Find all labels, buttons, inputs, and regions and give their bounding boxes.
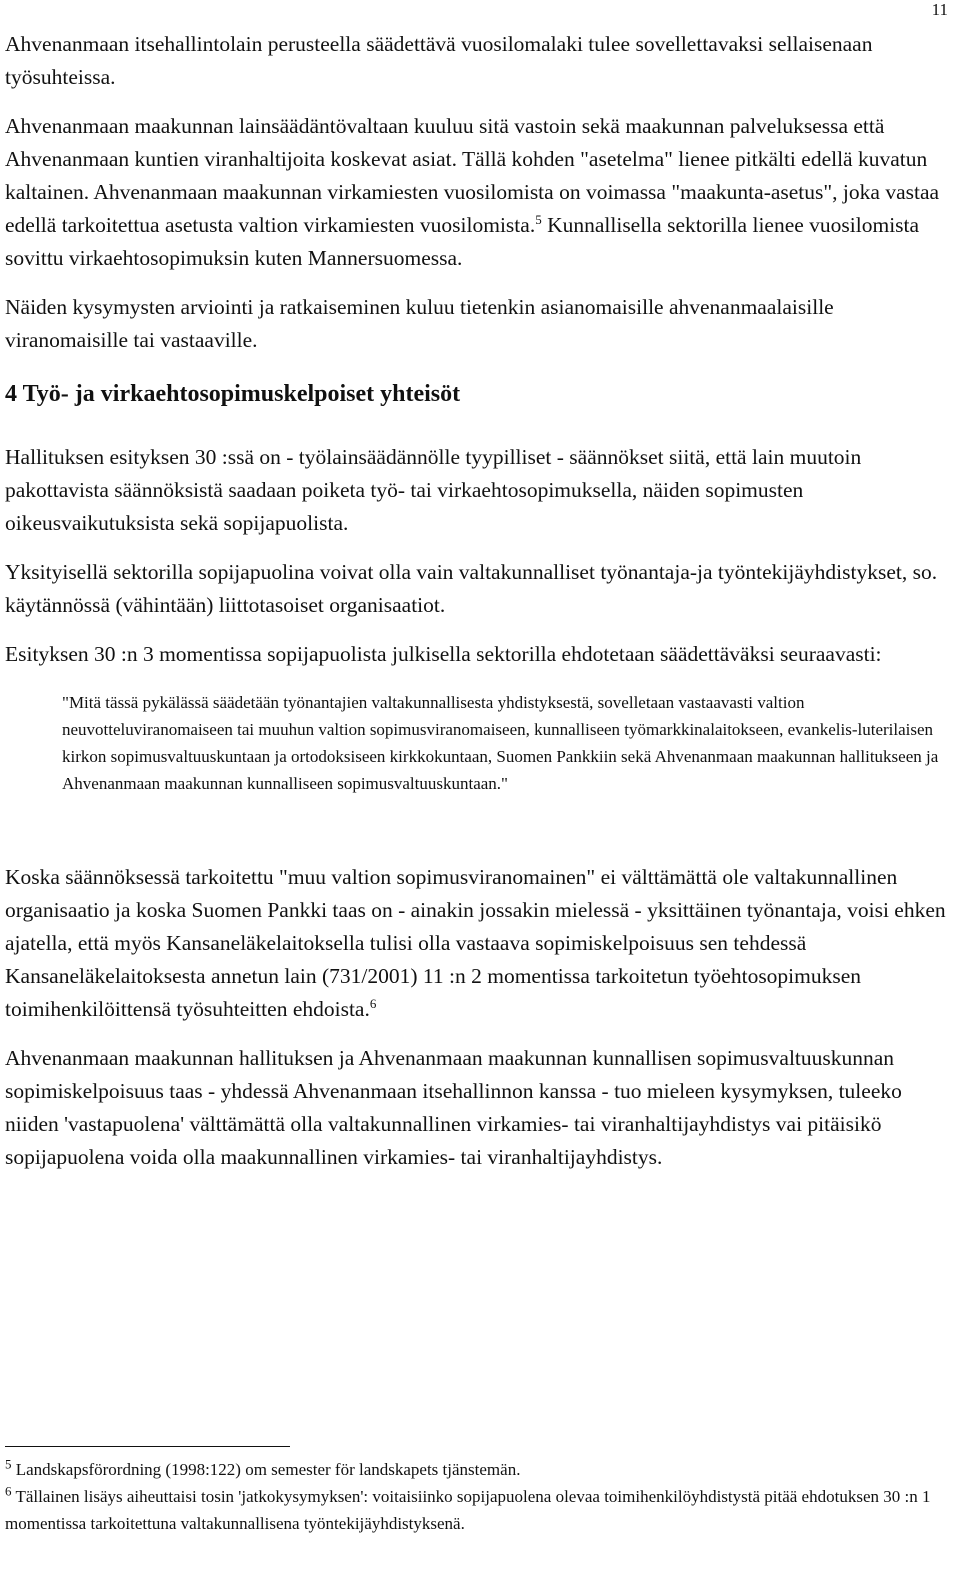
footnote-number: 6 xyxy=(5,1483,12,1499)
footnote-ref-6[interactable]: 6 xyxy=(369,995,377,1011)
page-number: 11 xyxy=(931,0,948,19)
footnote-6 xyxy=(5,1483,950,1537)
footnote-divider xyxy=(5,1446,290,1447)
block-quote: "Mitä tässä pykälässä säädetään työnantajien valtakunnallisesta yhdistyksestä, sovelletaan vastaavasti valtion neuvotteluviranomaiseen tai muuhun valtion sopimusviranomaiseen, kunnalliseen työmarkkinalaitokseen, evankelis-luterilaisen kirkon sopimusvaltuuskuntaan ja ortodoksiseen kirkkokuntaan, Suomen Pankkiin sekä Ahvenanmaan maakunnan hallitukseen ja Ahvenanmaan maakunnan kunnalliseen sopimusvaltuuskuntaan." xyxy=(62,693,939,793)
footnote-ref-5[interactable]: 5 xyxy=(535,211,542,227)
paragraph-1: Ahvenanmaan itsehallintolain perusteella säädettävä vuosilomalaki tulee sovellettavaksi sellaisenaan työsuhteissa. xyxy=(5,32,873,89)
section-heading: 4 Työ- ja virkaehtosopimuskelpoiset yhteisöt xyxy=(5,381,461,407)
paragraph-2-text: Ahvenanmaan maakunnan lainsäädäntövaltaan kuuluu sitä vastoin sekä maakunnan palveluksessa että Ahvenanmaan kuntien viranhaltijoita koskevat asiat. Tällä kohden "asetelma" lienee pitkälti edellä kuvatun kaltainen. Ahvenanmaan maakunnan virkamiesten vuosilomista on voimassa "maakunta-asetus", joka vastaa edellä tarkoitettua asetusta valtion virkamiesten vuosilomista. xyxy=(5,114,940,237)
paragraph-6: Esityksen 30 :n 3 momentissa sopijapuolista julkisella sektorilla ehdotetaan säädettäväksi seuraavasti: xyxy=(5,642,882,666)
paragraph-8: Ahvenanmaan maakunnan hallituksen ja Ahvenanmaan maakunnan kunnallisen sopimusvaltuuskunnan sopimiskelpoisuus taas - yhdessä Ahvenanmaan itsehallinnon kanssa - tuo mieleen kysymyksen, tuleeko niiden 'vastapuolena' välttämättä olla valtakunnallinen virkamies- tai viranhaltijayhdistys vai pitäisikö sopijapuolena voida olla maakunnallinen virkamies- tai viranhaltijayhdistys. xyxy=(5,1046,902,1169)
paragraph-2-tail: Kunnallisella sektorilla lienee vuosilomista sovittu virkaehtosopimuksin kuten Mannersuomessa. xyxy=(5,213,920,270)
paragraph-7 xyxy=(5,861,950,1026)
paragraph-7-text: Koska säännöksessä tarkoitettu "muu valtion sopimusviranomainen" ei välttämättä ole valtakunnallinen organisaatio ja koska Suomen Pankki taas on - ainakin jossakin mielessä - yksittäinen työnantaja, voisi ehken ajatella, että myös Kansaneläkelaitoksella tulisi olla vastaava sopimiskelpoisuus sen tehdessä Kansaneläkelaitoksesta annetun lain (731/2001) 11 :n 2 momentissa tarkoitetun työehtosopimuksen toimihenkilöittensä työsuhteitten ehdoista. xyxy=(5,865,946,1021)
footnote-text: Landskapsförordning (1998:122) om semester för landskapets tjänstemän. xyxy=(15,1460,521,1479)
footnotes xyxy=(5,1456,950,1537)
paragraph-5: Yksityisellä sektorilla sopijapuolina voivat olla vain valtakunnalliset työnantaja-ja työntekijäyhdistykset, so. käytännössä (vähintään) liittotasoiset organisaatiot. xyxy=(5,560,938,617)
page-content xyxy=(5,28,950,1190)
paragraph-2 xyxy=(5,110,950,275)
footnote-text: Tällainen lisäys aiheuttaisi tosin 'jatkokysymyksen': voitaisiinko sopijapuolena olevaa toimihenkilöyhdistystä pitää ehdotuksen 30 :n 1 momentissa tarkoitettuna valtakunnallisena työntekijäyhdistyksenä. xyxy=(5,1487,931,1533)
paragraph-4: Hallituksen esityksen 30 :ssä on - työlainsäädännölle tyypilliset - säännökset siitä, että lain muutoin pakottavista säännöksistä saadaan poiketa työ- tai virkaehtosopimuksella, näiden sopimusten oikeusvaikutuksista sekä sopijapuolista. xyxy=(5,445,862,535)
footnote-number: 5 xyxy=(5,1456,12,1472)
footnote-5 xyxy=(5,1456,950,1483)
paragraph-3: Näiden kysymysten arviointi ja ratkaiseminen kuluu tietenkin asianomaisille ahvenanmaalaisille viranomaisille tai vastaaville. xyxy=(5,295,834,352)
